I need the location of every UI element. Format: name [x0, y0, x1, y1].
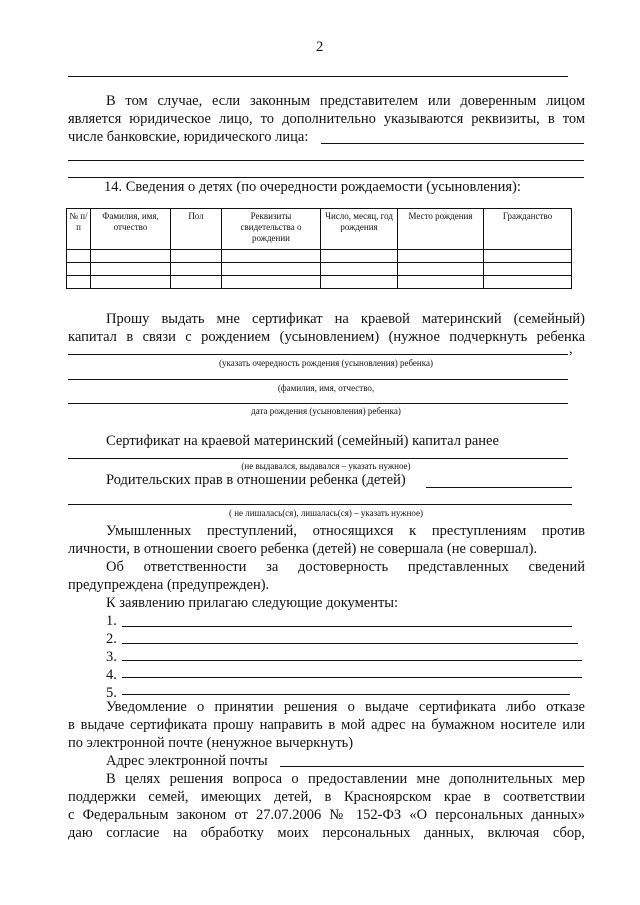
email-label: Адрес электронной почты [106, 753, 268, 769]
col-header-number: № п/п [67, 209, 91, 250]
consent-line3: с Федеральным законом от 27.07.2006 № 152-ФЗ «О персональных данных» [68, 807, 585, 823]
table-cell[interactable] [321, 263, 398, 276]
parental-text: Родительских прав в отношении ребенка (детей) [106, 472, 406, 488]
certificate-field[interactable] [68, 458, 568, 459]
children-table [66, 208, 572, 289]
document-item-3: 3. [106, 649, 117, 665]
table-cell[interactable] [321, 250, 398, 263]
hint-child-birthdate: дата рождения (усыновления) ребенка) [251, 406, 401, 416]
parental-field[interactable] [426, 487, 572, 488]
child-birthdate-field[interactable] [68, 403, 568, 404]
consent-line2: поддержки семей, имеющих детей, в Красноярском крае в соответствии [68, 789, 585, 805]
table-cell[interactable] [321, 276, 398, 289]
table-cell[interactable] [222, 263, 321, 276]
table-cell[interactable] [91, 276, 171, 289]
table-cell[interactable] [484, 250, 572, 263]
request-comma: , [569, 341, 573, 357]
col-header-sex: Пол [171, 209, 222, 250]
document-item-4: 4. [106, 667, 117, 683]
table-cell[interactable] [171, 250, 222, 263]
notification-line3: по электронной почте (ненужное вычеркнуть) [68, 735, 354, 751]
table-cell[interactable] [484, 276, 572, 289]
document-field-5[interactable] [122, 694, 570, 695]
hint-birth-order: (указать очередность рождения (усыновления) ребенка) [219, 358, 433, 368]
request-line1: Прошу выдать мне сертификат на краевой материнский (семейный) [106, 311, 585, 327]
document-item-5: 5. [106, 685, 117, 701]
legal-entity-field-2[interactable] [68, 160, 584, 161]
responsibility-line1: Об ответственности за достоверность представленных сведений [106, 559, 585, 575]
document-field-2[interactable] [122, 643, 578, 644]
document-item-1: 1. [106, 613, 117, 629]
table-cell[interactable] [398, 250, 484, 263]
table-row[interactable] [67, 263, 572, 276]
birth-order-field[interactable] [68, 354, 568, 355]
para1-line2: является юридическое лицо, то дополнительно указываются реквизиты, в том [68, 111, 585, 127]
crimes-line2: личности, в отношении своего ребенка (детей) не совершала (не совершал). [68, 541, 538, 557]
col-header-certificate: Реквизиты свидетельства о рождении [222, 209, 321, 250]
table-cell[interactable] [67, 250, 91, 263]
col-header-name: Фамилия, имя, отчество [91, 209, 171, 250]
crimes-line1: Умышленных преступлений, относящихся к преступлениям против [106, 523, 585, 539]
col-header-citizenship: Гражданство [484, 209, 572, 250]
table-cell[interactable] [222, 276, 321, 289]
table-cell[interactable] [91, 263, 171, 276]
table-cell[interactable] [171, 276, 222, 289]
legal-entity-field[interactable] [321, 143, 584, 144]
request-line2: капитал в связи с рождением (усыновлением) (нужное подчеркнуть ребенка [68, 329, 585, 345]
para1-line3: числе банковские, юридического лица: [68, 129, 309, 145]
consent-line4: даю согласие на обработку моих персональных данных, включая сбор, [68, 825, 585, 841]
document-field-3[interactable] [122, 660, 582, 661]
page-number: 2 [316, 39, 324, 55]
table-cell[interactable] [91, 250, 171, 263]
hint-certificate: (не выдавался, выдавался – указать нужное) [241, 461, 411, 471]
notification-line1: Уведомление о принятии решения о выдаче сертификата либо отказе [106, 699, 585, 715]
table-cell[interactable] [484, 263, 572, 276]
notification-line2: в выдаче сертификата прошу направить в мой адрес на бумажном носителе или [68, 717, 585, 733]
table-cell[interactable] [222, 250, 321, 263]
table-cell[interactable] [171, 263, 222, 276]
documents-heading: К заявлению прилагаю следующие документы: [106, 595, 399, 611]
table-header-row [67, 209, 572, 250]
email-field[interactable] [280, 766, 584, 767]
document-field-4[interactable] [122, 677, 582, 678]
top-rule [68, 76, 568, 77]
para1-line1: В том случае, если законным представителем или доверенным лицом [106, 93, 585, 109]
document-item-2: 2. [106, 631, 117, 647]
col-header-birthplace: Место рождения [398, 209, 484, 250]
section14-heading: 14. Сведения о детях (по очередности рождаемости (усыновления): [104, 179, 521, 195]
table-cell[interactable] [67, 276, 91, 289]
table-cell[interactable] [398, 276, 484, 289]
table-row[interactable] [67, 276, 572, 289]
document-field-1[interactable] [122, 626, 572, 627]
consent-line1: В целях решения вопроса о предоставлении мне дополнительных мер [106, 771, 585, 787]
table-cell[interactable] [398, 263, 484, 276]
col-header-birthdate: Число, месяц, год рождения [321, 209, 398, 250]
table-row[interactable] [67, 250, 572, 263]
hint-parental: ( не лишалась(ся), лишалась(ся) – указать нужное) [228, 508, 424, 518]
responsibility-line2: предупреждена (предупрежден). [68, 577, 270, 593]
parental-field-2[interactable] [68, 504, 572, 505]
hint-child-name: (фамилия, имя, отчество, [277, 383, 375, 393]
child-name-field[interactable] [68, 379, 568, 380]
table-cell[interactable] [67, 263, 91, 276]
certificate-text: Сертификат на краевой материнский (семейный) капитал ранее [106, 433, 499, 449]
